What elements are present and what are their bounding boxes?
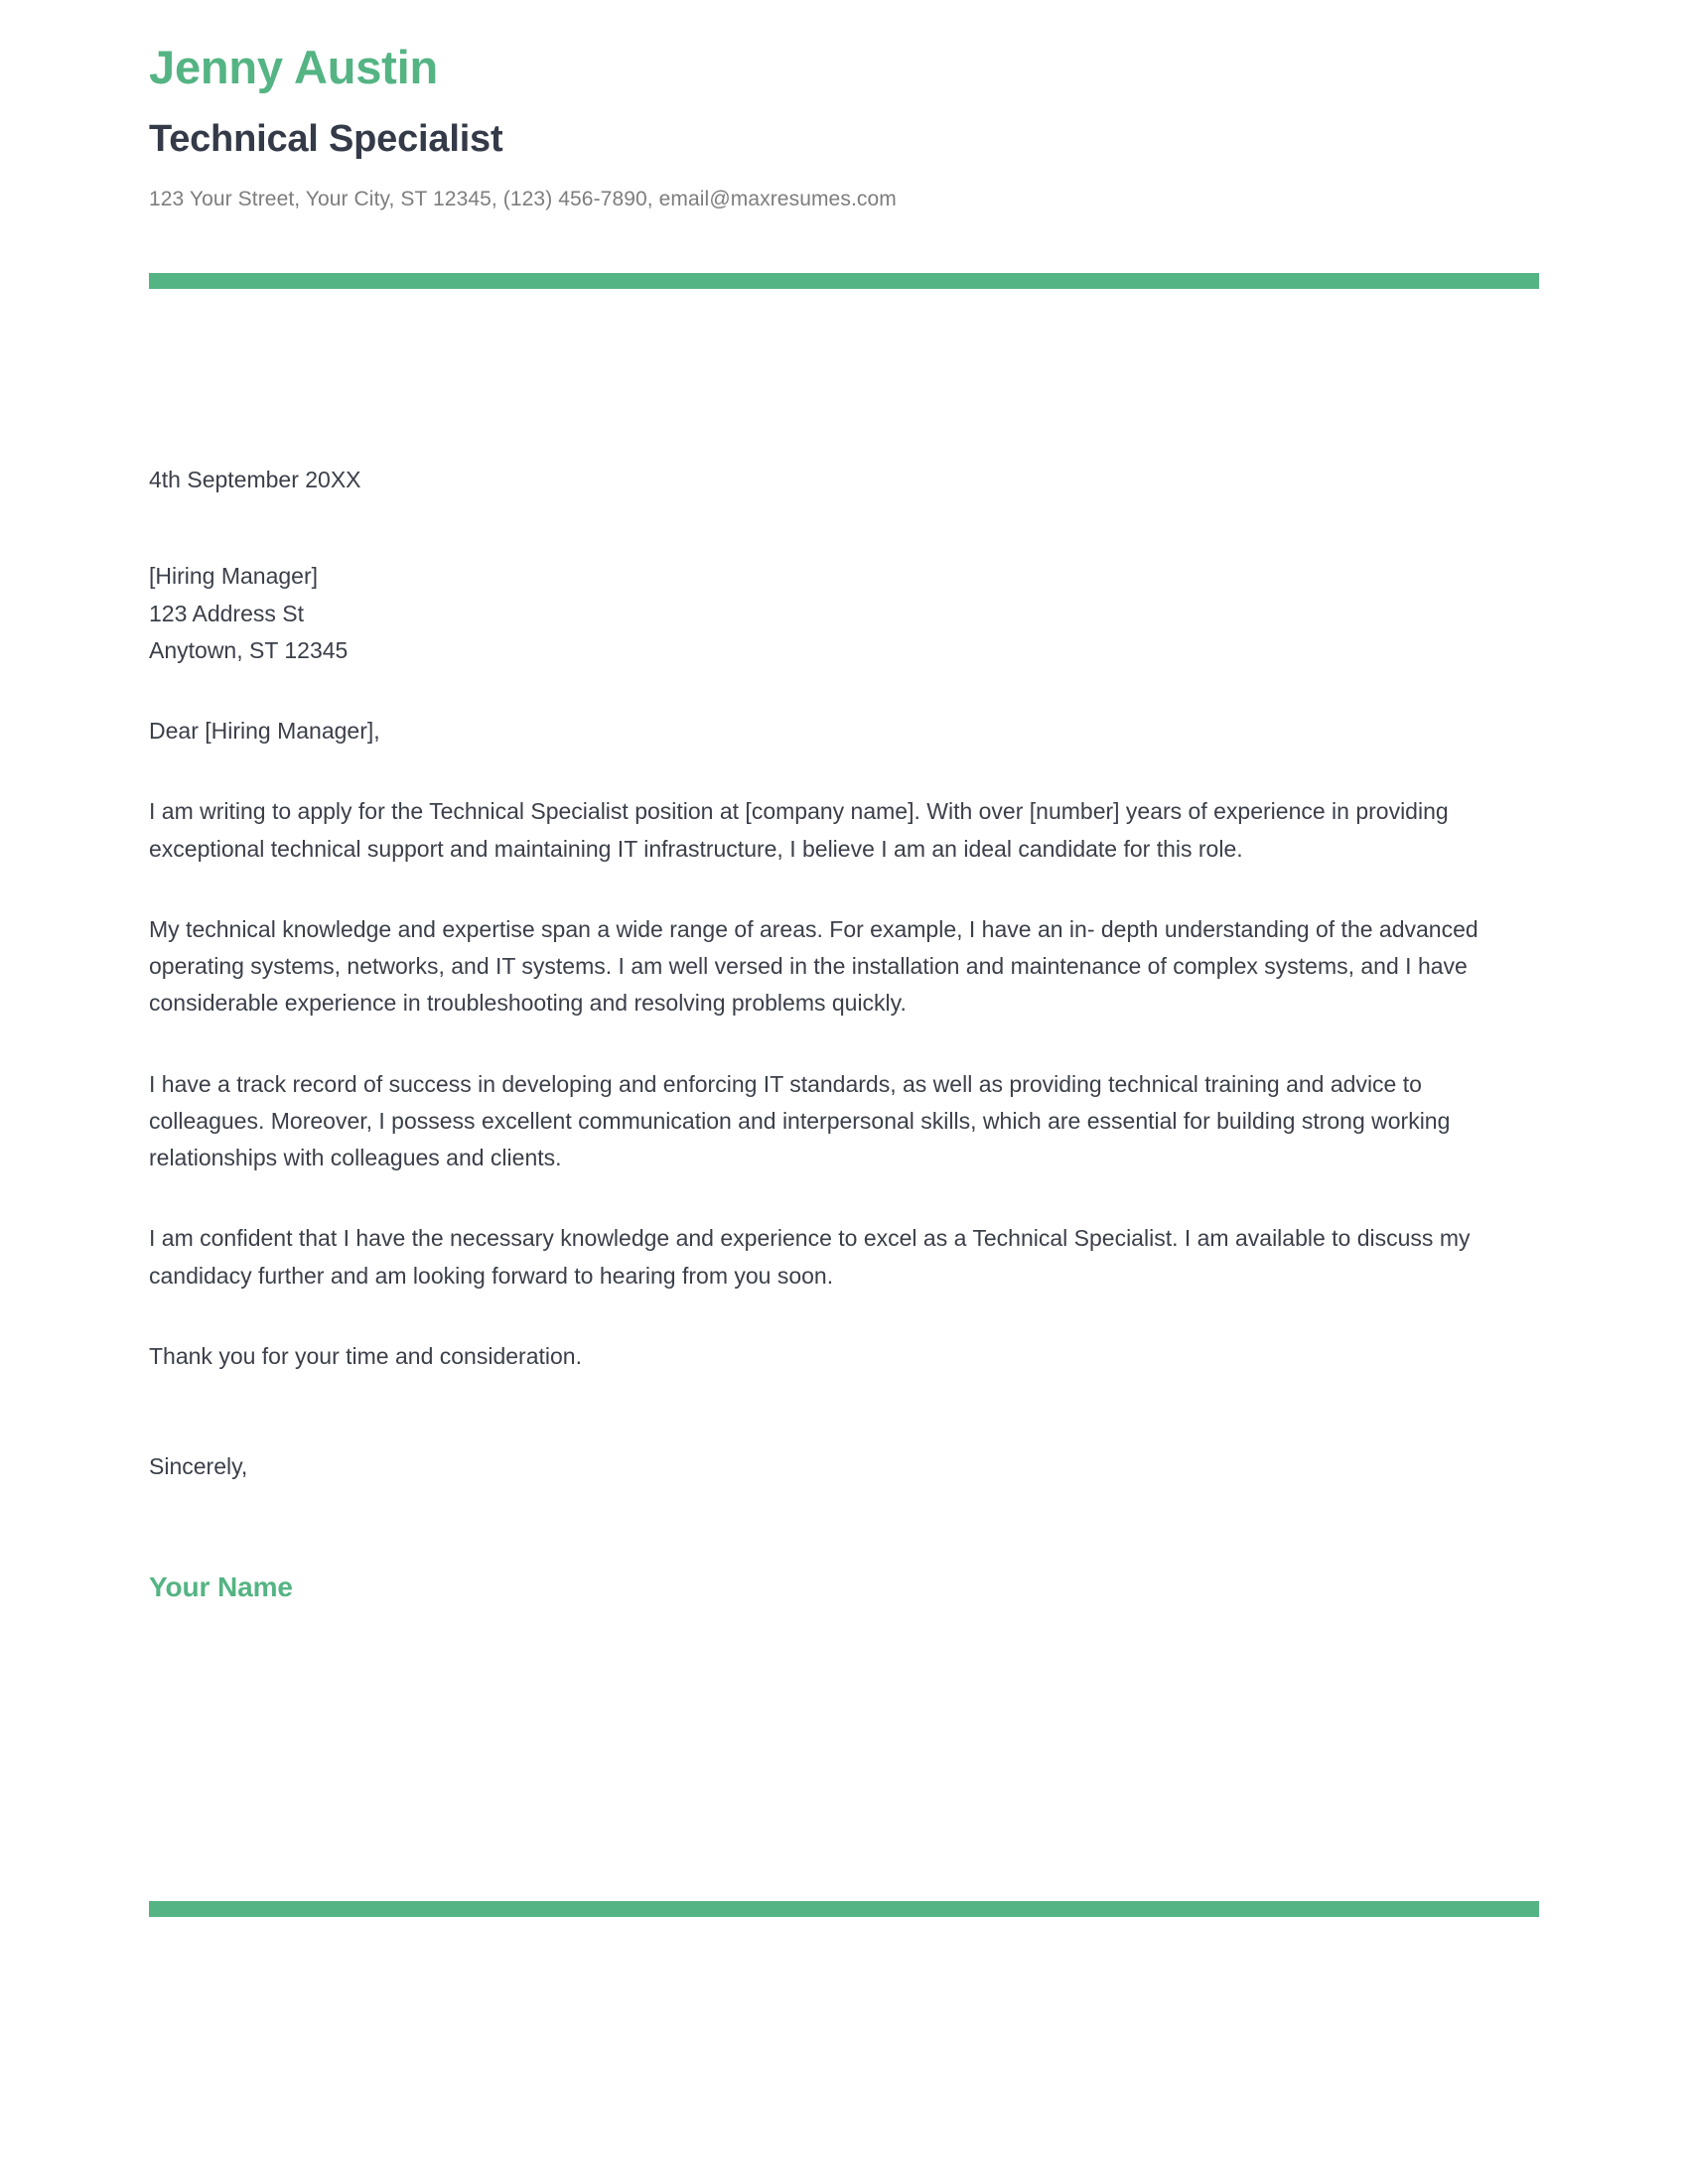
recipient-line-2: 123 Address St <box>149 600 304 626</box>
salutation: Dear [Hiring Manager], <box>149 718 380 744</box>
signature-name: Your Name <box>149 1571 293 1603</box>
body-paragraph-5: Thank you for your time and consideration. <box>149 1342 582 1369</box>
body-paragraph-3: I have a track record of success in developing and enforcing IT standards, as well as providing technical training and advice to colleagues. Moreover, I possess excellent communication and interpersonal skills, which are essential for building strong working relationships with colleagues and clients. <box>149 1070 1451 1170</box>
accent-rule-top <box>149 273 1539 289</box>
letterhead <box>149 40 1539 213</box>
body-paragraph-1: I am writing to apply for the Technical Specialist position at [company name]. With over [number] years of experience in providing exceptional technical support and maintaining IT infrastructure, I believe I am an ideal candidate for this role. <box>149 798 1449 862</box>
letter-date: 4th September 20XX <box>149 467 361 492</box>
recipient-line-3: Anytown, ST 12345 <box>149 636 349 663</box>
body-paragraph-2: My technical knowledge and expertise span a wide range of areas. For example, I have an in- depth understanding of the advanced operating systems, networks, and IT systems. I am well versed in the installation and maintenance of complex systems, and I have considerable experience in troubleshooting and resolving problems quickly. <box>149 915 1478 1017</box>
applicant-name: Jenny Austin <box>149 41 438 93</box>
letter-body <box>149 462 1524 1610</box>
contact-info-line: 123 Your Street, Your City, ST 12345, (123) 456-7890, email@maxresumes.com <box>149 187 897 210</box>
recipient-line-1: [Hiring Manager] <box>149 563 319 590</box>
closing-salutation: Sincerely, <box>149 1453 248 1479</box>
accent-rule-bottom <box>149 1901 1539 1917</box>
recipient-address-block <box>149 558 1524 669</box>
body-paragraph-4: I am confident that I have the necessary knowledge and experience to excel as a Technical Specialist. I am available to discuss my candidacy further and am looking forward to hearing from you soon. <box>149 1225 1471 1289</box>
applicant-job-title: Technical Specialist <box>149 118 503 161</box>
